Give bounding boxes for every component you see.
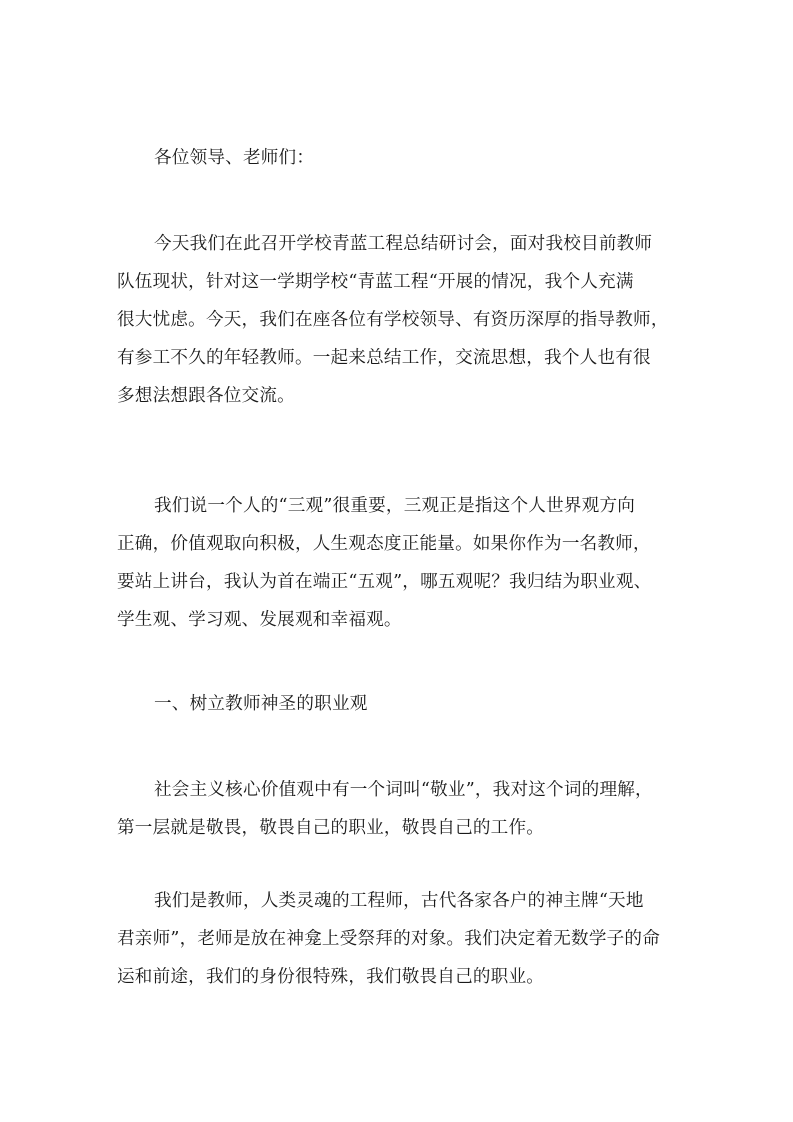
text-line: 队伍现状，针对这一学期学校“青蓝工程“开展的情况，我个人充满 [117,272,634,292]
text-line: 我们是教师，人类灵魂的工程师，古代各家各户的神主牌“天地 [154,891,644,911]
text-line: 今天我们在此召开学校青蓝工程总结研讨会，面对我校目前教师 [154,234,653,254]
text-line: 多想法想跟各位交流。 [117,386,295,406]
text-line: 要站上讲台，我认为首在端正“五观”，哪五观呢？我归结为职业观、 [117,572,652,592]
text-line: 君亲师”，老师是放在神龛上受祭拜的对象。我们决定着无数学子的命 [117,929,661,949]
text-line: 很大忧虑。今天，我们在座各位有学校领导、有资历深厚的指导教师， [117,310,669,330]
paragraph-teacher-role [117,882,683,996]
text-line: 学生观、学习观、发展观和幸福观。 [117,610,402,630]
salutation-line: 各位领导、老师们： [154,148,315,168]
text-line: 运和前途，我们的身份很特殊，我们敬畏自己的职业。 [117,967,545,987]
paragraph-opening [117,225,683,415]
paragraph-three-views [117,487,683,639]
paragraph-dedication [117,771,683,847]
text-line: 有参工不久的年轻教师。一起来总结工作，交流思想，我个人也有很 [117,348,651,368]
text-line: 我们说一个人的“三观”很重要，三观正是指这个人世界观方向 [154,496,636,516]
text-line: 正确，价值观取向积极，人生观态度正能量。如果你作为一名教师， [117,534,651,554]
text-line: 社会主义核心价值观中有一个词叫“敬业”，我对这个词的理解， [154,780,653,800]
heading-line: 一、树立教师神圣的职业观 [154,694,368,714]
salutation [117,139,683,177]
text-line: 第一层就是敬畏，敬畏自己的职业，敬畏自己的工作。 [117,818,545,838]
section-heading [117,685,683,723]
